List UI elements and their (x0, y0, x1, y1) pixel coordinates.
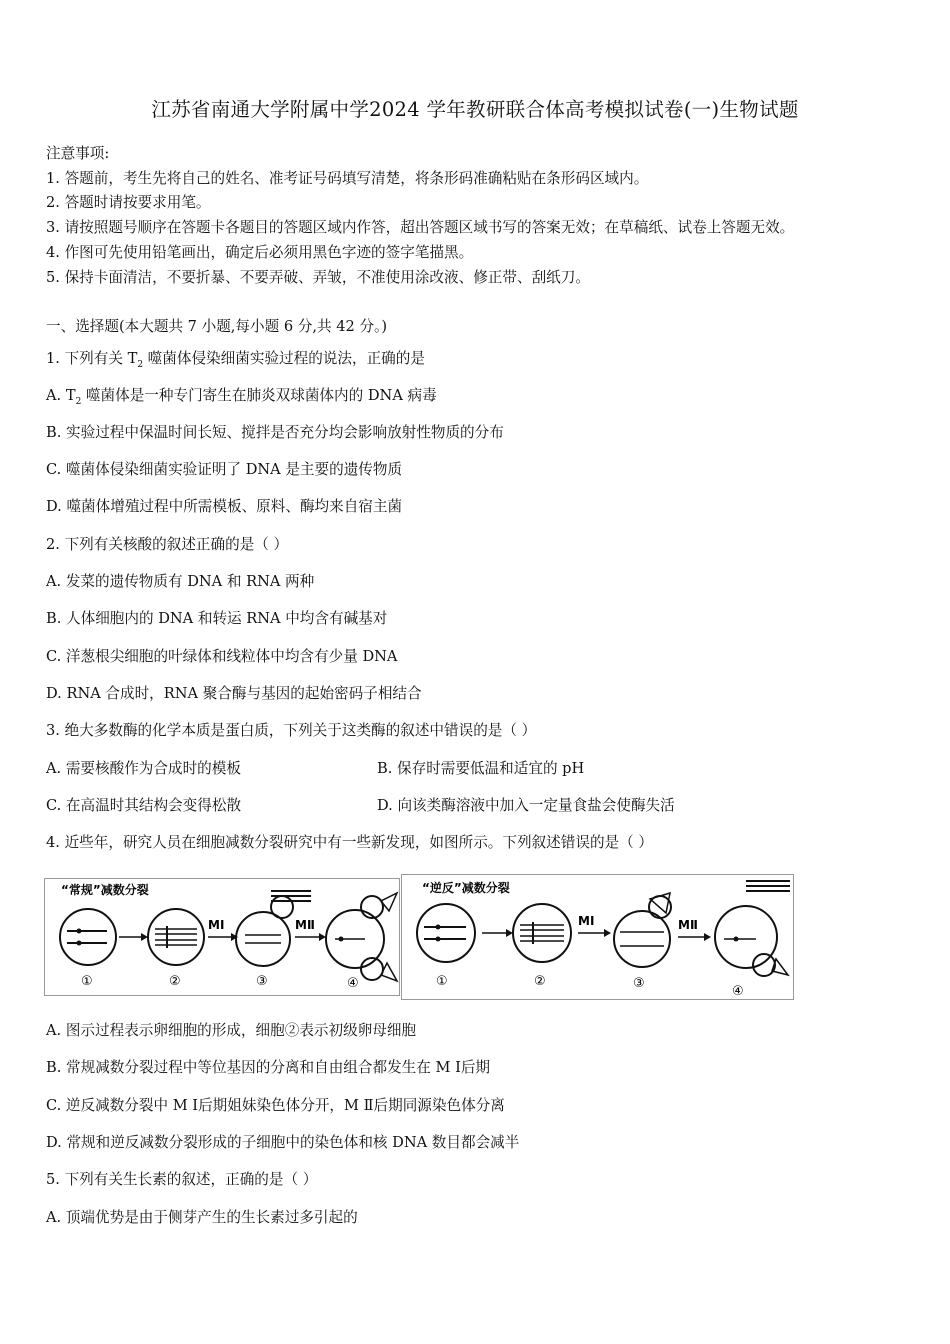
cell-4-normal (326, 893, 397, 981)
cell-2-reverse (513, 904, 571, 962)
q1-option-a: A. $T_2$ 噬菌体是一种专门寄生在肺炎双球菌体内的 DNA 病毒 (46, 387, 437, 407)
q1-option-d: D. 噬菌体增殖过程中所需模板、原料、酶均来自宿主菌 (46, 498, 403, 515)
notice-item-3: 3. 请按照题号顺序在答题卡各题目的答题区域内作答，超出答题区域书写的答案无效；在草稿纸、试卷上答题无效。 (46, 219, 795, 236)
notice-item-2: 2. 答题时请按要求用笔。 (46, 194, 211, 211)
q3-option-b: B. 保存时需要低温和适宜的 pH (377, 760, 585, 777)
q1-option-b: B. 实验过程中保温时间长短、搅拌是否充分均会影响放射性物质的分布 (46, 424, 504, 441)
q2-option-c: C. 洋葱根尖细胞的叶绿体和线粒体中均含有少量 DNA (46, 648, 398, 665)
figure-reverse-meiosis (401, 874, 794, 1000)
notice-heading: 注意事项: (46, 145, 110, 162)
cell-1-reverse (417, 904, 475, 962)
stage-1-reverse: ① (436, 974, 448, 989)
q4-option-a: A. 图示过程表示卵细胞的形成，细胞②表示初级卵母细胞 (46, 1022, 417, 1039)
figure-reverse-label: “逆反”减数分裂 (422, 881, 510, 895)
figure-normal-label: “常规”减数分裂 (61, 883, 149, 897)
m1-label-reverse: MⅠ (578, 914, 595, 928)
q4-stem: 4. 近些年，研究人员在细胞减数分裂研究中有一些新发现，如图所示。下列叙述错误的是（ ） (46, 834, 653, 851)
cell-2-normal (148, 909, 204, 965)
q5-option-a: A. 顶端优势是由于侧芽产生的生长素过多引起的 (46, 1209, 358, 1226)
notice-item-4: 4. 作图可先使用铅笔画出，确定后必须用黑色字迹的签字笔描黑。 (46, 244, 474, 261)
q3-option-a: A. 需要核酸作为合成时的模板 (46, 760, 241, 777)
q4-option-c: C. 逆反减数分裂中 M Ⅰ后期姐妹染色体分开，M Ⅱ后期同源染色体分离 (46, 1097, 505, 1114)
notice-item-5: 5. 保持卡面清洁，不要折暴、不要弄破、弄皱，不准使用涂改液、修正带、刮纸刀。 (46, 269, 590, 286)
q1-option-c: C. 噬菌体侵染细菌实验证明了 DNA 是主要的遗传物质 (46, 461, 403, 478)
q4-option-b: B. 常规减数分裂过程中等位基因的分离和自由组合都发生在 M Ⅰ后期 (46, 1059, 491, 1076)
q2-stem: 2. 下列有关核酸的叙述正确的是（ ） (46, 536, 289, 553)
cell-4-reverse (715, 881, 790, 976)
m1-label-normal: MⅠ (208, 918, 225, 932)
stage-1-normal: ① (81, 974, 93, 989)
stage-2-reverse: ② (534, 974, 546, 989)
cell-1-normal (60, 909, 116, 965)
page-title: 江苏省南通大学附属中学2024 学年教研联合体高考模拟试卷(一)生物试题 (151, 98, 799, 121)
q2-option-a: A. 发菜的遗传物质有 DNA 和 RNA 两种 (46, 573, 315, 590)
stage-4-normal: ④ (347, 976, 359, 991)
stage-4-reverse: ④ (732, 984, 744, 999)
q3-option-c: C. 在高温时其结构会变得松散 (46, 797, 242, 814)
m2-label-normal: MⅡ (295, 918, 315, 932)
reverse-meiosis-diagram (402, 875, 793, 999)
q2-option-b: B. 人体细胞内的 DNA 和转运 RNA 中均含有碱基对 (46, 610, 388, 627)
q4-option-d: D. 常规和逆反减数分裂形成的子细胞中的染色体和核 DNA 数目都会减半 (46, 1134, 520, 1151)
section-heading: 一、选择题(本大题共 7 小题,每小题 6 分,共 42 分。) (46, 318, 388, 335)
normal-meiosis-diagram (45, 879, 399, 995)
q3-option-d: D. 向该类酶溶液中加入一定量食盐会使酶失活 (377, 797, 675, 814)
q1-stem: 1. 下列有关 $T_2$ 噬菌体侵染细菌实验过程的说法，正确的是 (46, 350, 425, 370)
m2-label-reverse: MⅡ (678, 918, 698, 932)
notice-item-1: 1. 答题前，考生先将自己的姓名、准考证号码填写清楚，将条形码准确粘贴在条形码区域内。 (46, 170, 649, 187)
figure-normal-meiosis (44, 878, 400, 996)
stage-2-normal: ② (169, 974, 181, 989)
q3-stem: 3. 绝大多数酶的化学本质是蛋白质，下列关于这类酶的叙述中错误的是（ ） (46, 722, 537, 739)
cell-3-reverse (614, 893, 671, 967)
q2-option-d: D. RNA 合成时，RNA 聚合酶与基因的起始密码子相结合 (46, 685, 422, 702)
stage-3-normal: ③ (256, 974, 268, 989)
stage-3-reverse: ③ (633, 976, 645, 991)
q5-stem: 5. 下列有关生长素的叙述，正确的是（ ） (46, 1171, 318, 1188)
